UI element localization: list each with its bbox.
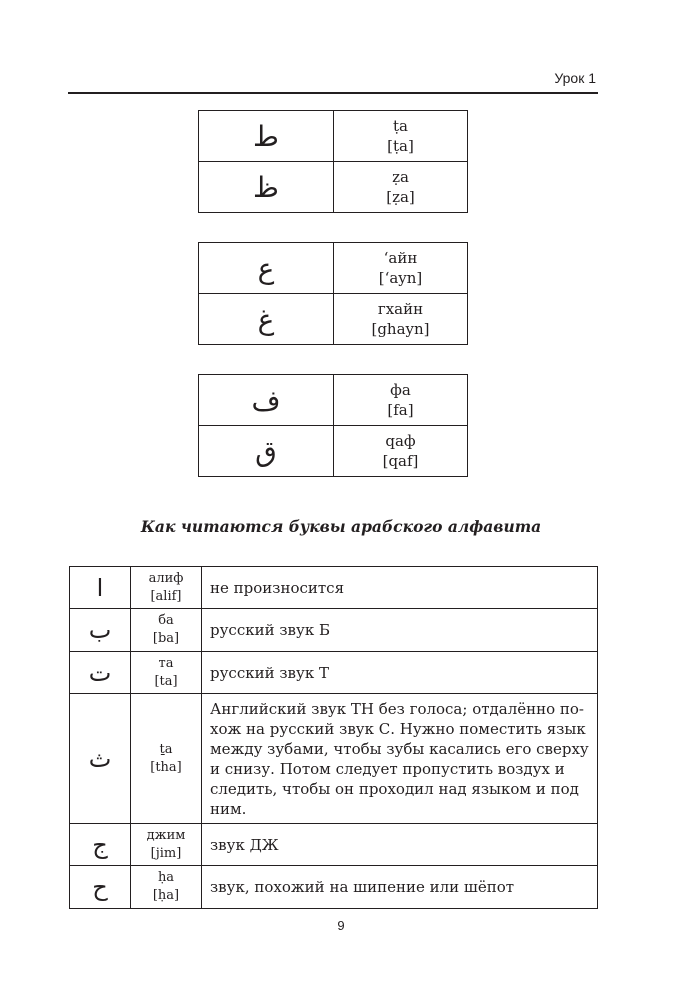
letter-translit: [jim] bbox=[150, 845, 182, 861]
alphabet-table bbox=[69, 566, 598, 909]
letter-description bbox=[202, 609, 598, 652]
letter-description bbox=[202, 567, 598, 609]
letter-name: та bbox=[158, 655, 174, 671]
letter-transcription bbox=[334, 111, 468, 162]
letter-name: ṭa bbox=[393, 117, 408, 135]
description-line: хож на русский звук С. Нужно поместить язык bbox=[210, 719, 586, 738]
letter-transcription bbox=[334, 426, 468, 477]
table-row bbox=[70, 866, 598, 909]
description-line: русский звук Б bbox=[210, 621, 330, 639]
letter-name: алиф bbox=[148, 570, 184, 586]
letter-transcription bbox=[334, 162, 468, 213]
arabic-letter: ط bbox=[199, 111, 334, 162]
letter-name: ḥa bbox=[157, 870, 175, 885]
letter-description bbox=[202, 652, 598, 694]
letter-description bbox=[202, 694, 598, 824]
table-row bbox=[70, 652, 598, 694]
letter-name: ẓa bbox=[392, 168, 409, 186]
letter-name: ба bbox=[158, 613, 174, 628]
letter-translit: [ʻayn] bbox=[378, 269, 423, 287]
page-number: 9 bbox=[337, 918, 345, 933]
letter-table-2 bbox=[198, 242, 468, 345]
letter-translit: [ẓa] bbox=[386, 188, 415, 206]
letter-transcription bbox=[131, 824, 202, 866]
letter-transcription bbox=[131, 866, 202, 909]
letter-translit: [qaf] bbox=[382, 452, 419, 470]
letter-transcription bbox=[131, 609, 202, 652]
table-row bbox=[70, 824, 598, 866]
table-row bbox=[70, 694, 598, 824]
arabic-letter: ح bbox=[70, 866, 131, 909]
arabic-letter: ف bbox=[199, 375, 334, 426]
letter-transcription bbox=[334, 294, 468, 345]
letter-transcription bbox=[131, 694, 202, 824]
table-row bbox=[199, 426, 468, 477]
section-heading: Как читаются буквы арабского алфавита bbox=[140, 517, 542, 536]
letter-transcription bbox=[131, 567, 202, 609]
arabic-letter: ا bbox=[70, 567, 131, 609]
arabic-letter: ب bbox=[70, 609, 131, 652]
letter-translit: [ḥa] bbox=[152, 888, 180, 903]
table-row bbox=[199, 294, 468, 345]
description-line: звук ДЖ bbox=[210, 835, 279, 854]
letter-translit: [tha] bbox=[150, 759, 182, 775]
table-row bbox=[199, 162, 468, 213]
letter-name: ʻайн bbox=[383, 249, 418, 267]
letter-name: ṯa bbox=[159, 741, 173, 757]
arabic-letter: ع bbox=[199, 243, 334, 294]
arabic-letter: ج bbox=[70, 824, 131, 866]
description-line: следить, чтобы он проходил над языком и под bbox=[210, 779, 579, 798]
table-row bbox=[70, 567, 598, 609]
letter-transcription bbox=[131, 652, 202, 694]
letter-translit: [ta] bbox=[154, 673, 178, 689]
letter-name: qaф bbox=[385, 432, 416, 450]
arabic-letter: ث bbox=[70, 694, 131, 824]
table-row bbox=[199, 243, 468, 294]
arabic-letter: ظ bbox=[199, 162, 334, 213]
letter-translit: [fa] bbox=[387, 401, 414, 419]
table-row bbox=[199, 375, 468, 426]
arabic-letter: ت bbox=[70, 652, 131, 694]
letter-translit: [alif] bbox=[150, 588, 182, 604]
letter-description bbox=[202, 824, 598, 866]
letter-transcription bbox=[334, 375, 468, 426]
letter-translit: [ba] bbox=[152, 631, 180, 646]
letter-name: гхайн bbox=[377, 300, 424, 318]
letter-transcription bbox=[334, 243, 468, 294]
letter-translit: [ghayn] bbox=[371, 320, 430, 338]
letter-translit: [ṭa] bbox=[387, 137, 414, 155]
description-line: не произносится bbox=[210, 578, 345, 597]
letter-table-3 bbox=[198, 374, 468, 477]
arabic-letter: غ bbox=[199, 294, 334, 345]
description-line: ним. bbox=[210, 799, 247, 818]
lesson-header-title: Урок 1 bbox=[554, 70, 596, 86]
description-line: между зубами, чтобы зубы касались его сверху bbox=[210, 739, 589, 758]
description-line: Английский звук TH без голоса; отдалённо по- bbox=[210, 699, 585, 718]
letter-description bbox=[202, 866, 598, 909]
description-line: звук, похожий на шипение или шёпот bbox=[210, 878, 515, 896]
letter-name: джим bbox=[146, 827, 186, 843]
arabic-letter: ق bbox=[199, 426, 334, 477]
table-row bbox=[199, 111, 468, 162]
letter-name: фа bbox=[390, 381, 411, 399]
table-row bbox=[70, 609, 598, 652]
description-line: русский звук Т bbox=[210, 663, 329, 682]
header-rule bbox=[68, 92, 598, 94]
letter-table-1 bbox=[198, 110, 468, 213]
description-line: и снизу. Потом следует пропустить воздух и bbox=[210, 759, 565, 778]
